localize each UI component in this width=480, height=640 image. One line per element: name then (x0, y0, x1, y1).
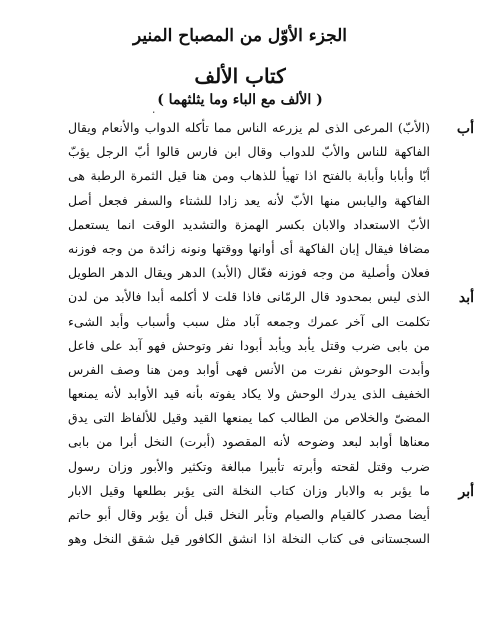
text-line: السجستانى فى كتاب النخلة اذا انشق الكافور قيل شقق النخل وهو (68, 531, 430, 547)
text-line: المضىّ والخلاص من الطالب كما يمنعها القيد وقيل للألفاظ التى يدق (68, 410, 430, 426)
text-line: أيضا مصدر كالقيام والصيام وتأبر النخل قبل أن يؤبر وقال أبو حاتم (68, 507, 430, 522)
margin-entry-abar: أبر (458, 484, 474, 500)
text-line: الذى ليس بمحدود قال الرمّانى فاذا قلت لا أكلمه أبدا فالأبد من لدن (68, 289, 430, 305)
text-line: معناها أوابد لبعد وضوحه لأنه المقصود (أبرت) النخل أبرا من بابى (68, 434, 430, 450)
margin-entry-abad: أبد (458, 290, 474, 306)
margin-entry-ab: أب (456, 121, 474, 137)
text-line: ضرب وقتل لقحته وأبرته تأبيرا مبالغة وتكثير والأبور وزان رسول (68, 458, 430, 474)
text-line: الأبّ الاستعداد والابان بكسر الهمزة والتشديد الوقت انما يستعمل (68, 216, 430, 232)
text-line: الفاكهة للناس والأبّ للدواب وقال ابن فارس قالوا أبّ الرجل يؤبّ (68, 144, 430, 160)
text-line: وأبدت الوحوش نفرت من الأنس فهى أوابد ومن هنا وصف الفرس (68, 361, 430, 377)
text-line: الفاكهة واليابس منها الأبّ لأنه يعد زادا للشتاء والسفر فجعل أصل (68, 192, 430, 208)
text-line: تكلمت الى آخر عمرك وجمعه آباد مثل سبب وأسباب وأبد الشىء (68, 313, 430, 329)
body-text (68, 116, 430, 551)
text-line: فعلان وأصلية من وجه فوزنه فعّال (الأبد) الدهر ويقال الدهر الطويل (68, 265, 430, 281)
text-line: ما يؤبر به والابار وزان كتاب النخلة التى يؤبر بطلعها وقيل الابار (68, 482, 430, 498)
running-header: الجزء الأوّل من المصباح المنير (132, 26, 348, 46)
section-subtitle: ( الألف مع الباء وما يثلثهما ) (157, 92, 323, 108)
text-line: أبّا وأبابا وأبابة بالفتح اذا تهيأ للذهاب ومن هنا قيل الثمرة الرطبة هى (68, 168, 430, 184)
text-line: من بابى ضرب وقتل يأبد ويأبد أبودا نفر وتوحش فهو آبد على فاعل (68, 337, 430, 353)
text-line: الخفيف الذى يدرك الوحش ولا يكاد يفوته بأنه قيد الأوابد لأنه يمنعها (68, 386, 430, 402)
text-line: (الأبّ) المرعى الذى لم يزرعه الناس مما تأكله الدواب والأنعام ويقال (68, 120, 430, 135)
text-line: مضافا فيقال إبان الفاكهة أى أوانها ووقتها ونونه زائدة من وجه فوزنه (68, 240, 430, 256)
stray-mark: ٠ (151, 107, 157, 118)
chapter-title: كتاب الألف (194, 64, 286, 88)
